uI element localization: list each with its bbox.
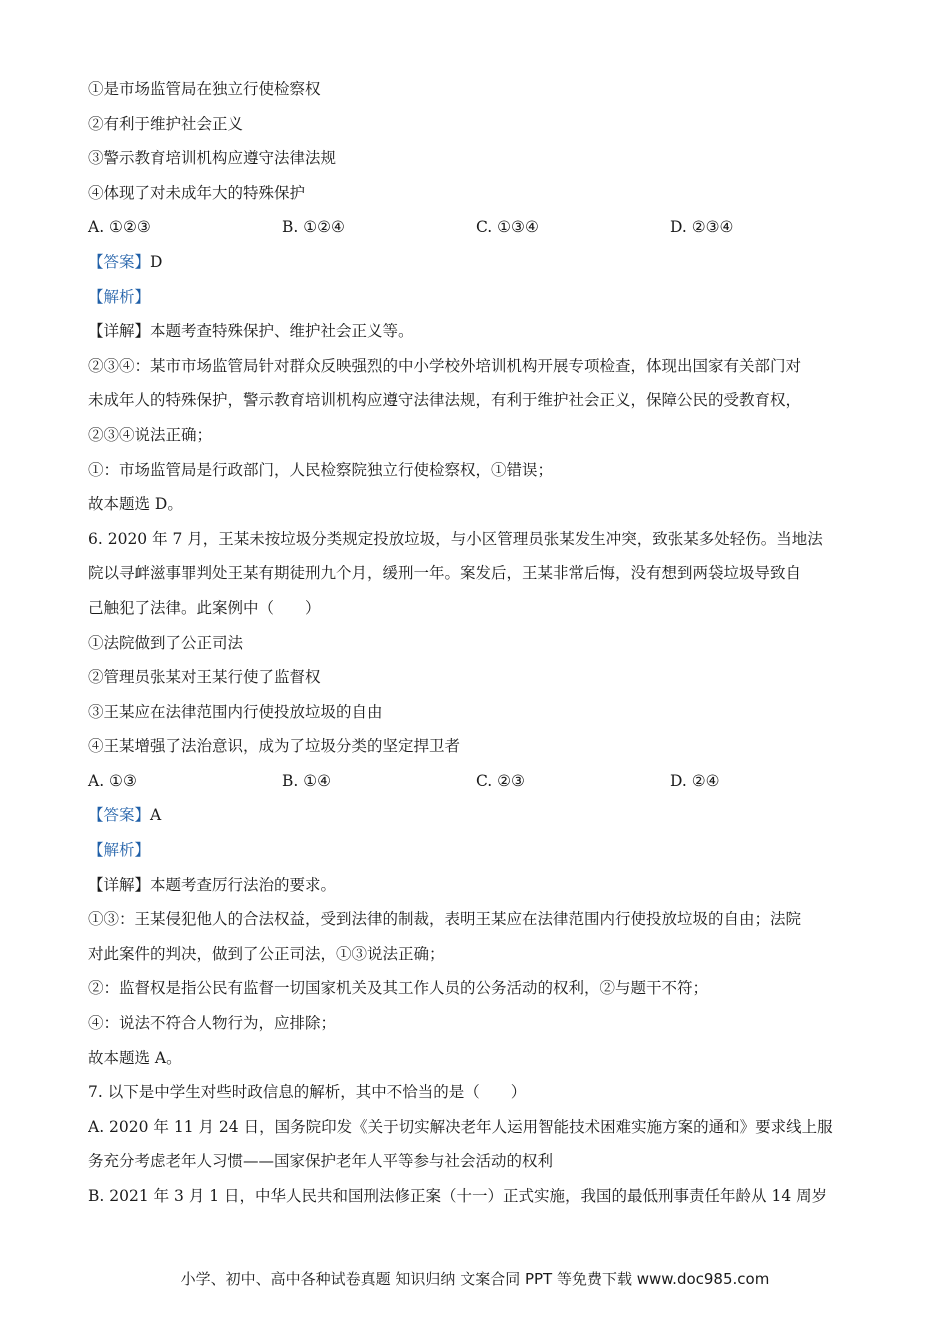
q6-option-d: D. ②④	[670, 771, 720, 790]
q6-detail-text: 本题考查厉行法治的要求。	[150, 875, 337, 894]
q6-stem-2: 院以寻衅滋事罪判处王某有期徒刑九个月，缓刑一年。案发后，王某非常后悔，没有想到两袋垃圾导致自	[88, 564, 802, 583]
q6-detail	[88, 868, 868, 903]
q5-option-b: B. ①②④	[282, 218, 345, 237]
q5-explanation-3: ②③④说法正确；	[88, 425, 213, 444]
q6-explanation-3: ②：监督权是指公民有监督一切国家机关及其工作人员的公务活动的权利，②与题干不符；	[88, 979, 709, 998]
q5-detail	[88, 314, 868, 349]
q6-item-1: ①法院做到了公正司法	[88, 633, 244, 652]
q5-detail-text: 本题考查特殊保护、维护社会正义等。	[150, 322, 414, 341]
q6-item-2: ②管理员张某对王某行使了监督权	[88, 668, 321, 687]
q6-answer-value: A	[150, 806, 162, 825]
q6-item-4: ④王某增强了法治意识，成为了垃圾分类的坚定捍卫者	[88, 737, 461, 756]
q5-answer-value: D	[150, 252, 163, 271]
q5-answer-tag: 【答案】	[88, 252, 151, 271]
q5-answer	[88, 245, 868, 280]
q6-stem-3: 己触犯了法律。此案例中（ ）	[88, 598, 321, 617]
page-footer: 小学、初中、高中各种试卷真题 知识归纳 文案合同 PPT 等免费下载 www.doc985.com	[180, 1270, 770, 1288]
q5-item-4: ④体现了对未成年大的特殊保护	[88, 183, 306, 202]
q5-detail-tag: 【详解】	[88, 322, 151, 341]
q7-line-1: A. 2020 年 11 月 24 日，国务院印发《关于切实解决老年人运用智能技术困难实施方案的通和》要求线上服	[88, 1117, 833, 1136]
q6-answer-tag: 【答案】	[88, 806, 151, 825]
q5-analysis-tag: 【解析】	[88, 287, 151, 306]
q6-explanation-4: ④：说法不符合人物行为，应排除；	[88, 1014, 337, 1033]
q5-explanation-2: 未成年人的特殊保护，警示教育培训机构应遵守法律法规，有利于维护社会正义，保障公民的受教育权，	[88, 391, 802, 410]
q5-explanation-1: ②③④：某市市场监管局针对群众反映强烈的中小学校外培训机构开展专项检查，体现出国家有关部门对	[88, 356, 802, 375]
q6-options	[88, 764, 868, 799]
q6-detail-tag: 【详解】	[88, 875, 151, 894]
q7-stem: 7. 以下是中学生对些时政信息的解析，其中不恰当的是（ ）	[88, 1083, 527, 1102]
document-page	[88, 72, 868, 1214]
q5-item-1: ①是市场监管局在独立行使检察权	[88, 80, 321, 98]
q5-explanation-4: ①：市场监管局是行政部门，人民检察院独立行使检察权，①错误；	[88, 460, 554, 479]
q6-stem-1: 6. 2020 年 7 月，王某未按垃圾分类规定投放垃圾，与小区管理员张某发生冲突，致张某多处轻伤。当地法	[88, 529, 823, 548]
q5-item-3: ③警示教育培训机构应遵守法律法规	[88, 149, 337, 168]
q5-item-2: ②有利于维护社会正义	[88, 114, 244, 133]
q6-explanation-2: 对此案件的判决，做到了公正司法，①③说法正确；	[88, 944, 445, 963]
q5-options	[88, 210, 868, 245]
q6-explanation-1: ①③：王某侵犯他人的合法权益，受到法律的制裁，表明王某应在法律范围内行使投放垃圾的自由；法院	[88, 910, 802, 929]
q5-option-c: C. ①③④	[476, 218, 539, 237]
q6-explanation-5: 故本题选 A。	[88, 1048, 182, 1067]
q6-option-a: A. ①③	[88, 771, 137, 790]
q7-line-2: 务充分考虑老年人习惯——国家保护老年人平等参与社会活动的权利	[88, 1152, 554, 1171]
q6-item-3: ③王某应在法律范围内行使投放垃圾的自由	[88, 702, 383, 721]
q6-analysis-tag: 【解析】	[88, 841, 151, 860]
q5-explanation-5: 故本题选 D。	[88, 495, 183, 514]
q5-option-a: A. ①②③	[88, 218, 151, 237]
q7-line-3: B. 2021 年 3 月 1 日，中华人民共和国刑法修正案（十一）正式实施，我国的最低刑事责任年龄从 14 周岁	[88, 1187, 828, 1205]
q6-option-c: C. ②③	[476, 771, 525, 790]
q6-option-b: B. ①④	[282, 771, 332, 790]
q6-answer	[88, 798, 868, 833]
q5-option-d: D. ②③④	[670, 218, 734, 237]
